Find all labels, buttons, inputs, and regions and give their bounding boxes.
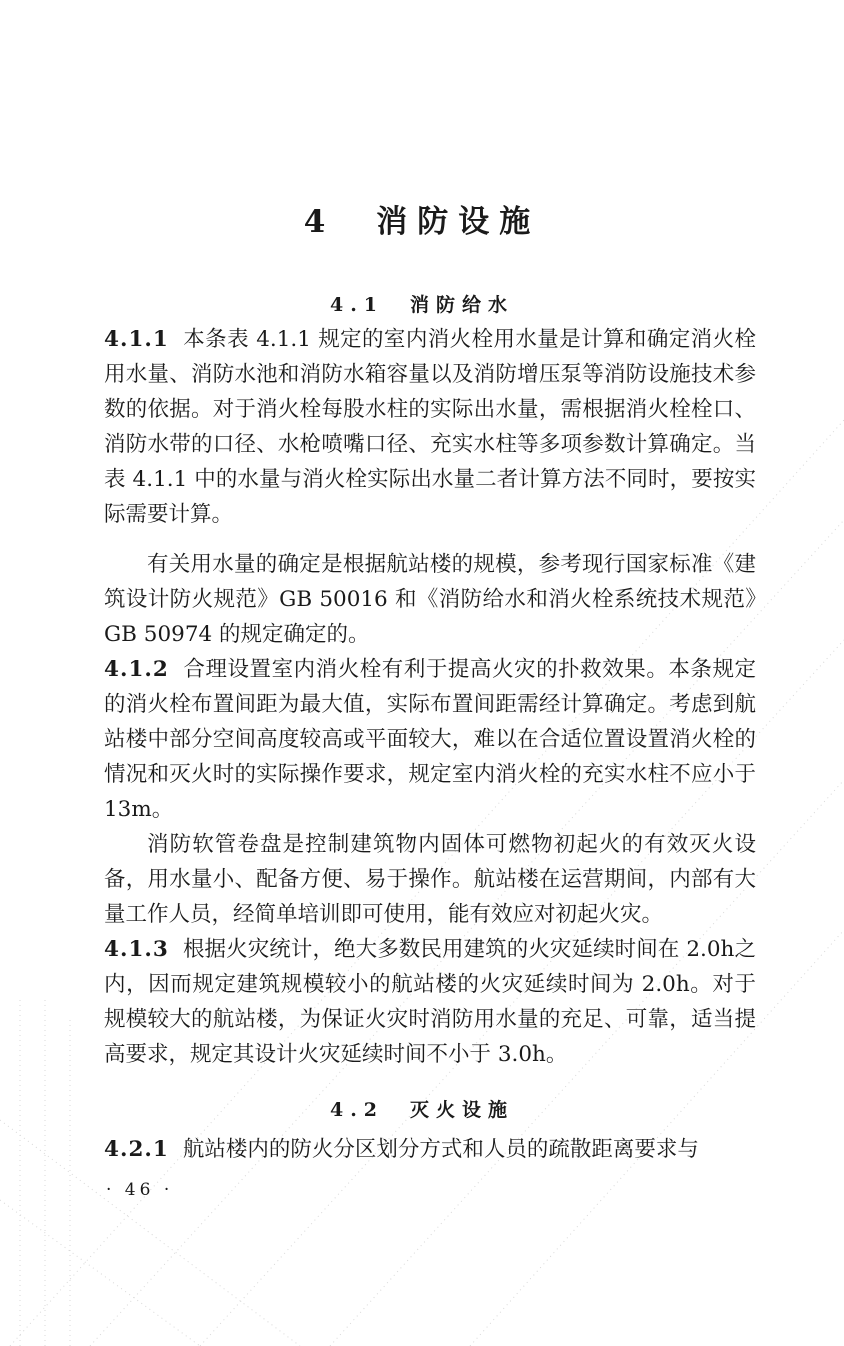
paragraph-4-1-2-b: 消防软管卷盘是控制建筑物内固体可燃物初起火的有效灭火设备，用水量小、配备方便、易于操作。航站楼在运营期间，内部有大量工作人员，经简单培训即可使用，能有效应对初起火灾。: [104, 832, 756, 927]
paragraph-4-1-1-b: 有关用水量的确定是根据航站楼的规模，参考现行国家标准《建筑设计防火规范》GB 50016 和《消防给水和消火栓系统技术规范》GB 50974 的规定确定的。: [104, 552, 756, 647]
clause-4-1-1: [104, 322, 756, 532]
clause-number: 4.1.1: [104, 327, 169, 352]
clause-number: 4.2.1: [104, 1137, 169, 1162]
section-title-4-1: 4.1 消防给水: [329, 294, 515, 316]
clause-text: 合理设置室内消火栓有利于提高火灾的扑救效果。本条规定的消火栓布置间距为最大值，实际布置间距需经计算确定。考虑到航站楼中部分空间高度较高或平面较大，难以在合适位置设置消火栓的情况和灭火时的实际操作要求，规定室内消火栓的充实水柱不应小于 13m。: [104, 657, 756, 822]
page-number: · 46 ·: [106, 1180, 174, 1200]
clause-4-1-3: [104, 932, 756, 1072]
chapter-title: 4 消防设施: [303, 204, 541, 240]
section-title-4-2: 4.2 灭火设施: [329, 1099, 515, 1121]
clause-number: 4.1.3: [104, 937, 169, 962]
clause-text: 本条表 4.1.1 规定的室内消火栓用水量是计算和确定消火栓用水量、消防水池和消防水箱容量以及消防增压泵等消防设施技术参数的依据。对于消火栓每股水柱的实际出水量，需根据消火栓栓口、消防水带的口径、水枪喷嘴口径、充实水柱等多项参数计算确定。当表 4.1.1 中的水量与消火栓实际出水量二者计算方法不同时，要按实际需要计算。: [104, 327, 756, 527]
clause-text: 根据火灾统计，绝大多数民用建筑的火灾延续时间在 2.0h之内，因而规定建筑规模较小的航站楼的火灾延续时间为 2.0h。对于规模较大的航站楼，为保证火灾时消防用水量的充足、可靠，适当提高要求，规定其设计火灾延续时间不小于 3.0h。: [104, 937, 756, 1067]
clause-text: 航站楼内的防火分区划分方式和人员的疏散距离要求与: [182, 1137, 699, 1162]
clause-4-1-2: [104, 652, 756, 827]
clause-4-2-1: [104, 1132, 756, 1167]
clause-number: 4.1.2: [104, 657, 169, 682]
